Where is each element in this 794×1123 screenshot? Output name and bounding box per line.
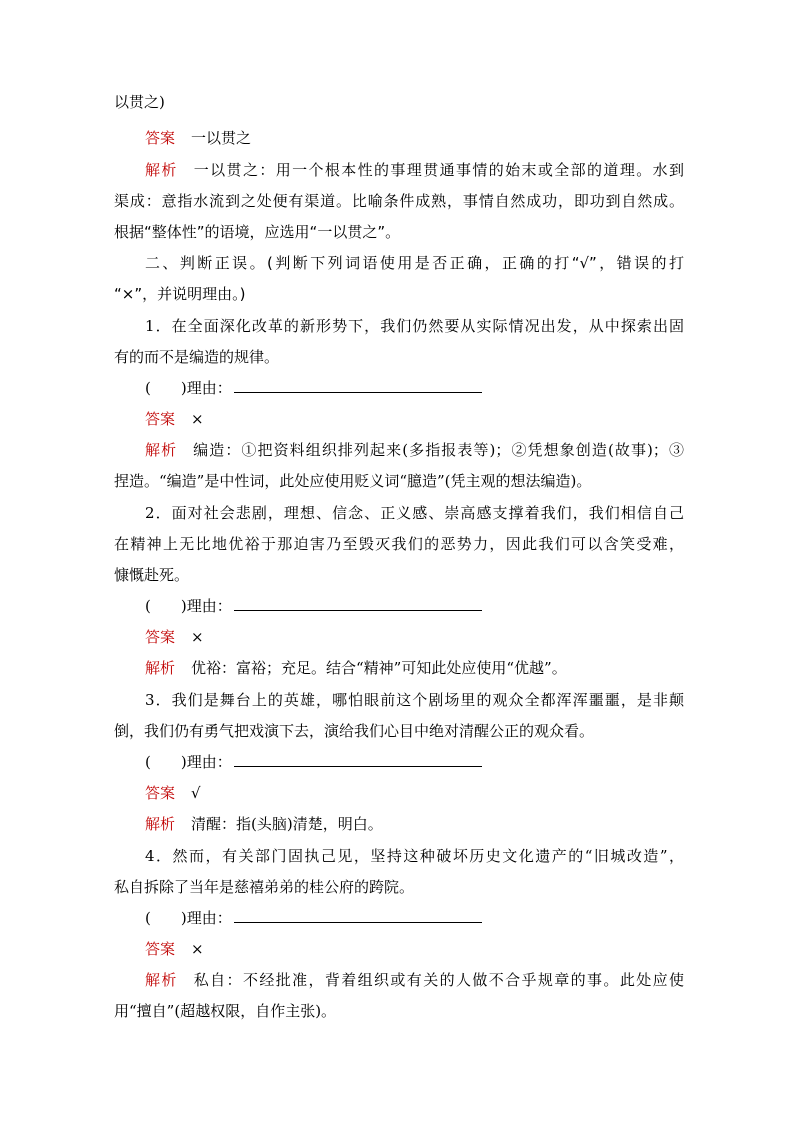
intro-analysis-line-1 [145,160,684,180]
answer-text: 一以贯之 [191,129,252,147]
analysis-label: 解析 [145,441,178,459]
reason-underline [234,908,482,923]
answer-label: 答案 [145,628,176,646]
intro-continuation: 以贯之) [114,93,165,111]
answer-text: × [191,410,204,428]
analysis-text: 清醒：指(头脑)清楚，明白。 [191,815,383,833]
answer-text: × [191,940,204,958]
question-3-line-1: 3．我们是舞台上的英雄，哪怕眼前这个剧场里的观众全都浑浑噩噩，是非颠 [145,691,684,709]
reason-underline [234,596,482,611]
answer-text: × [191,628,204,646]
answer-label: 答案 [145,784,176,802]
intro-analysis-line-3: 根据“整体性”的语境，应选用“一以贯之”。 [114,223,401,241]
analysis-text: 优裕：富裕；充足。结合“精神”可知此处应使用“优越”。 [191,659,567,677]
blank-prefix: ( )理由： [145,597,232,615]
question-1-analysis-line-2: 捏造。“编造”是中性词，此处应使用贬义词“臆造”(凭主观的想法编造)。 [114,472,592,490]
question-1-reason-blank [145,378,715,398]
answer-label: 答案 [145,129,176,147]
question-2-line-2: 在精神上无比地优裕于那迫害乃至毁灭我们的恶势力，因此我们可以含笑受难， [114,535,684,553]
question-2-reason-blank [145,596,715,616]
question-2-line-1: 2．面对社会悲剧，理想、信念、正义感、崇高感支撑着我们，我们相信自己 [145,504,684,522]
question-4-reason-blank [145,908,715,928]
answer-text: √ [191,784,201,802]
analysis-text: 编造：①把资料组织排列起来(多指报表等)；②凭想象创造(故事)；③ [193,441,684,459]
question-1-line-1: 1．在全面深化改革的新形势下，我们仍然要从实际情况出发，从中探索出固 [145,317,684,335]
intro-analysis-line-2: 渠成：意指水流到之处便有渠道。比喻条件成熟，事情自然成功，即功到自然成。 [114,192,684,210]
blank-prefix: ( )理由： [145,379,232,397]
answer-label: 答案 [145,940,176,958]
question-1-answer [145,409,715,429]
blank-prefix: ( )理由： [145,909,232,927]
analysis-text: 一以贯之：用一个根本性的事理贯通事情的始末或全部的道理。水到 [193,161,684,179]
reason-underline [234,752,482,767]
analysis-label: 解析 [145,161,178,179]
analysis-label: 解析 [145,659,176,677]
analysis-label: 解析 [145,815,176,833]
question-3-reason-blank [145,752,715,772]
question-1-analysis-line-1 [145,440,684,460]
section-heading-line-1: 二、判断正误。(判断下列词语使用是否正确，正确的打“√”，错误的打 [145,254,684,272]
intro-answer [145,128,715,148]
question-2-analysis [145,658,715,678]
question-1-line-2: 有的而不是编造的规律。 [114,348,280,366]
blank-prefix: ( )理由： [145,753,232,771]
question-3-analysis [145,814,715,834]
question-4-analysis-line-2: 用“擅自”(超越权限，自作主张)。 [114,1002,337,1020]
reason-underline [234,378,482,393]
question-2-answer [145,627,715,647]
question-4-line-2: 私自拆除了当年是慈禧弟弟的桂公府的跨院。 [114,878,415,896]
question-4-answer [145,939,715,959]
question-3-line-2: 倒，我们仍有勇气把戏演下去，演给我们心目中绝对清醒公正的观众看。 [114,722,595,740]
section-heading-line-2: “×”，并说明理由。) [114,285,246,303]
analysis-text: 私自：不经批准，背着组织或有关的人做不合乎规章的事。此处应使 [193,971,684,989]
analysis-label: 解析 [145,971,178,989]
answer-label: 答案 [145,410,176,428]
question-2-line-3: 慷慨赴死。 [114,566,190,584]
question-3-answer [145,783,715,803]
question-4-analysis-line-1 [145,970,684,990]
question-4-line-1: 4．然而，有关部门固执己见，坚持这种破坏历史文化遗产的“旧城改造”， [145,847,684,865]
